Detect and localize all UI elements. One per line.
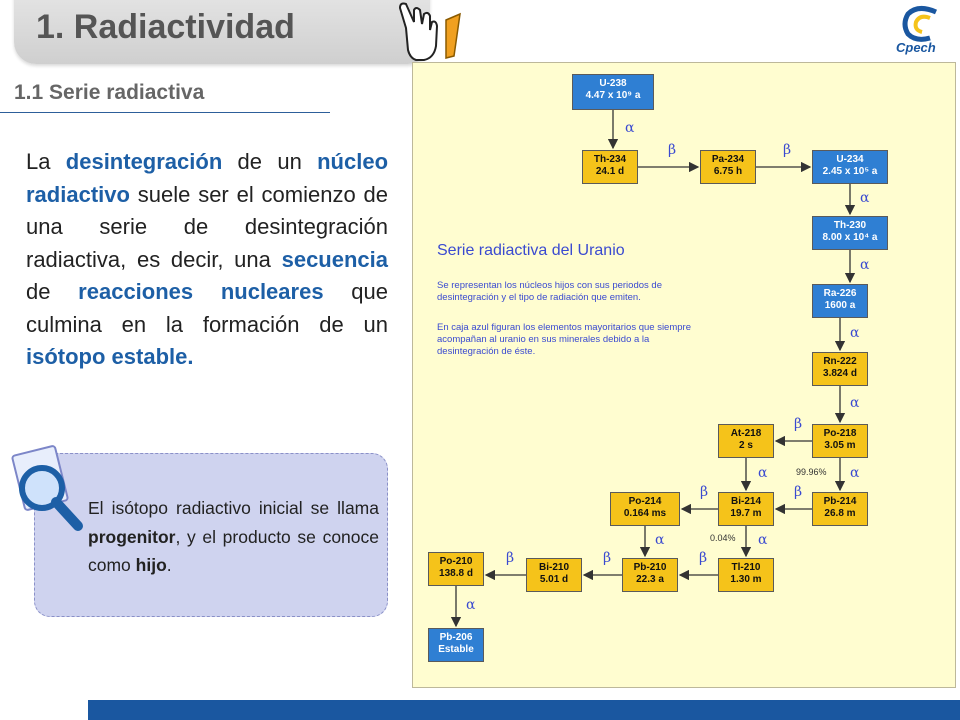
nuclide-halflife: 3.824 d (823, 368, 857, 379)
nuclide-halflife: 22.3 a (636, 574, 664, 585)
nuclide-halflife: 26.8 m (824, 508, 856, 519)
decay-type-u238-th234: α (625, 120, 635, 136)
nuclide-u238 (572, 74, 654, 110)
intro-paragraph: La desintegración de un núcleo radiactivo suele ser el comienzo de una serie de desintegración radiactiva, es decir, una secuencia de reacciones nucleares que culmina en la formación de un isótopo estable. (26, 149, 389, 369)
nuclide-halflife: 5.01 d (539, 574, 569, 585)
keyword-nucleo: núcleo radiactivo (26, 149, 389, 207)
nuclide-th230 (812, 216, 888, 250)
nuclide-name: Tl-210 (731, 562, 761, 573)
nuclide-at218 (718, 424, 774, 458)
nuclide-halflife: 6.75 h (713, 166, 743, 177)
nuclide-tl210 (718, 558, 774, 592)
nuclide-name: U-238 (599, 78, 627, 89)
nuclide-po210 (428, 552, 484, 586)
nuclide-name: Pb-210 (633, 562, 667, 573)
nuclide-name: Pa-234 (711, 154, 745, 165)
nuclide-name: Po-210 (439, 556, 473, 567)
keyword-secuencia: secuencia (281, 246, 388, 272)
keyword-reacciones: reacciones nucleares (78, 279, 324, 304)
nuclide-name: Po-218 (823, 428, 857, 439)
nuclide-ra226 (812, 284, 868, 318)
nuclide-name: U-234 (836, 154, 864, 165)
nuclide-halflife: 2.45 x 10⁵ a (822, 166, 878, 177)
nuclide-halflife: 4.47 x 10⁹ a (585, 90, 641, 101)
decay-type-po218-pb214: α (850, 465, 860, 481)
nuclide-halflife: 1.30 m (730, 574, 762, 585)
nuclide-name: Th-230 (833, 220, 867, 231)
nuclide-name: Rn-222 (823, 356, 857, 367)
nuclide-pb214 (812, 492, 868, 526)
nuclide-name: At-218 (730, 428, 762, 439)
note-text: El isótopo radiactivo inicial se llama progenitor, y el producto se conoce como hijo. (88, 498, 379, 575)
decay-type-bi214-po214: β (700, 484, 709, 500)
decay-type-rn222-po218: α (850, 395, 860, 411)
footer-bar (88, 700, 960, 720)
decay-type-po210-pb206: α (466, 597, 476, 613)
decay-type-at218-bi214: α (758, 465, 768, 481)
nuclide-name: Pb-206 (439, 632, 473, 643)
nuclide-rn222 (812, 352, 868, 386)
nuclide-halflife: 3.05 m (824, 440, 856, 451)
decay-type-bi210-po210: β (506, 550, 515, 566)
nuclide-bi214 (718, 492, 774, 526)
decay-type-bi214-tl210: α (758, 532, 768, 548)
nuclide-halflife: Estable (438, 644, 474, 655)
decay-type-pa234-u234: β (783, 142, 792, 158)
branch-pct-po218: 99.96% (796, 467, 827, 477)
section-subtitle: 1.1 Serie radiactiva (14, 81, 205, 104)
nuclide-pa234 (700, 150, 756, 184)
decay-type-tl210-pb210: β (699, 550, 708, 566)
nuclide-po218 (812, 424, 868, 458)
keyword-isotopo: isótopo estable. (26, 344, 194, 369)
nuclide-halflife: 8.00 x 10⁴ a (822, 232, 878, 243)
nuclide-name: Bi-214 (730, 496, 761, 507)
nuclide-name: Ra-226 (823, 288, 857, 299)
nuclide-u234 (812, 150, 888, 184)
diagram-note: En caja azul figuran los elementos mayoritarios que siempre acompañan al uranio en sus minerales debido a la desintegración de éste. (437, 322, 691, 357)
nuclide-halflife: 138.8 d (439, 568, 473, 579)
decay-type-ra226-rn222: α (850, 325, 860, 341)
branch-pct-bi214: 0.04% (710, 533, 736, 543)
decay-type-th230-ra226: α (860, 257, 870, 273)
decay-type-po214-pb210: α (655, 532, 665, 548)
diagram-title: Serie radiactiva del Uranio (437, 242, 625, 259)
nuclide-th234 (582, 150, 638, 184)
nuclide-po214 (610, 492, 680, 526)
term-hijo: hijo (135, 555, 167, 575)
nuclide-halflife: 2 s (739, 440, 753, 451)
decay-type-pb214-bi214: β (794, 484, 803, 500)
nuclide-halflife: 24.1 d (595, 166, 625, 177)
nuclide-halflife: 19.7 m (730, 508, 762, 519)
logo-text: Cpech (896, 40, 936, 55)
nuclide-halflife: 1600 a (824, 300, 856, 311)
nuclide-pb206 (428, 628, 484, 662)
nuclide-pb210 (622, 558, 678, 592)
diagram-description: Se representan los núcleos hijos con sus periodos de desintegración y el tipo de radiación que emiten. (437, 280, 662, 303)
term-progenitor: progenitor (88, 526, 176, 547)
nuclide-halflife: 0.164 ms (623, 508, 667, 519)
keyword-desintegracion: desintegración (65, 149, 223, 174)
nuclide-name: Th-234 (593, 154, 627, 165)
decay-type-po218-at218: β (794, 416, 803, 432)
nuclide-bi210 (526, 558, 582, 592)
nuclide-name: Bi-210 (538, 562, 569, 573)
page-title: 1. Radiactividad (36, 8, 295, 46)
decay-type-u234-th230: α (860, 190, 870, 206)
decay-type-pb210-bi210: β (603, 550, 612, 566)
decay-type-th234-pa234: β (668, 142, 677, 158)
nuclide-name: Po-214 (628, 496, 662, 507)
nuclide-name: Pb-214 (823, 496, 857, 507)
